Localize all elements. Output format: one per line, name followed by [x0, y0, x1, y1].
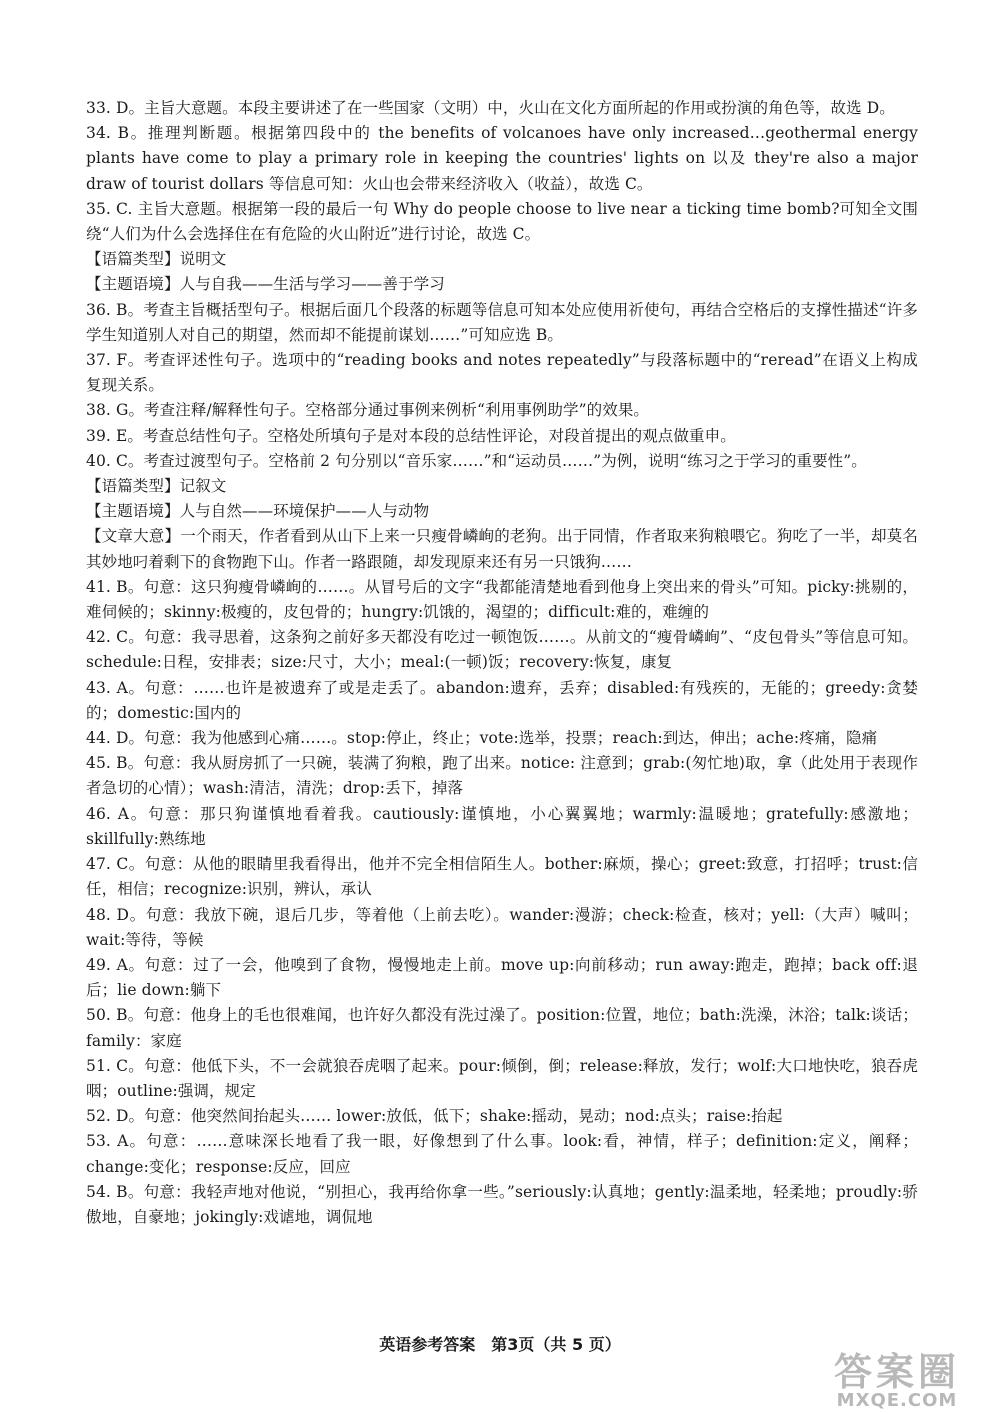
answer-paragraph: 45. B。句意：我从厨房抓了一只碗，装满了狗粮，跑了出来。notice: 注意到；grab:(匆忙地)取，拿（此处用于表现作者急切的心情）；wash:清洁，清洗；drop:丢下，掉落 [86, 754, 918, 798]
answer-paragraph: 35. C. 主旨大意题。根据第一段的最后一句 Why do people choose to live near a ticking time bomb?可知全文围绕“人们为什么会选择住在有危险的火山附近”进行讨论，故选 C。 [86, 199, 918, 244]
answer-paragraph: 36. B。考查主旨概括型句子。根据后面几个段落的标题等信息可知本处应使用祈使句，再结合空格后的支撑性描述“许多学生知道别人对自己的期望，然而却不能提前谋划……”可知应选 B。 [86, 300, 918, 344]
answer-paragraph: 34. B。推理判断题。根据第四段中的 the benefits of volcanoes have only increased…geothermal energy plants have come to play a primary role in keeping the countries' lights on 以及 they're also a major draw of tourist dollars 等信息可知：火山也会带来经济收入（收益），故选 C。 [86, 124, 918, 193]
answer-paragraph: 【文章大意】一个雨天，作者看到从山下上来一只瘦骨嶙峋的老狗。出于同情，作者取来狗粮喂它。狗吃了一半，却莫名其妙地叼着剩下的食物跑下山。作者一路跟随，却发现原来还有另一只饿狗…… [86, 527, 918, 571]
answer-paragraph: 【主题语境】人与自我——生活与学习——善于学习 [86, 275, 445, 294]
watermark-logo [822, 1350, 972, 1411]
answer-paragraph: 43. A。句意：……也许是被遗弃了或是走丢了。abandon:遗弃，丢弃；disabled:有残疾的，无能的；greedy:贪婪的；domestic:国内的 [86, 678, 918, 722]
answer-paragraph: 46. A。句意：那只狗谨慎地看着我。cautiously:谨慎地，小心翼翼地；warmly:温暖地；gratefully:感激地；skillfully:熟练地 [86, 804, 918, 848]
answer-paragraph: 33. D。主旨大意题。本段主要讲述了在一些国家（文明）中，火山在文化方面所起的作用或扮演的角色等，故选 D。 [86, 99, 895, 117]
page-footer: 英语参考答案 第3页（共 5 页） [379, 1335, 621, 1354]
answer-paragraph: 50. B。句意：他身上的毛也很难闻，也许好久都没有洗过澡了。position:位置，地位；bath:洗澡，沐浴；talk:谈话；family：家庭 [86, 1006, 918, 1050]
answer-paragraph: 47. C。句意：从他的眼睛里我看得出，他并不完全相信陌生人。bother:麻烦，操心；greet:致意，打招呼；trust:信任，相信；recognize:识别，辨认，承认 [86, 855, 918, 899]
answer-paragraph: 39. E。考查总结性句子。空格处所填句子是对本段的总结性评论，对段首提出的观点做重申。 [86, 426, 736, 445]
answer-paragraph: 40. C。考查过渡型句子。空格前 2 句分别以“音乐家……”和“运动员……”为例，说明“练习之于学习的重要性”。 [86, 451, 867, 470]
answer-paragraph: 42. C。句意：我寻思着，这条狗之前好多天都没有吃过一顿饱饭……。从前文的“瘦骨嶙峋”、“皮包骨头”等信息可知。schedule:日程，安排表；size:尺寸，大小；meal:(一顿)饭；recovery:恢复，康复 [86, 628, 918, 672]
answer-paragraph: 52. D。句意：他突然间抬起头…… lower:放低，低下；shake:摇动，晃动；nod:点头；raise:抬起 [86, 1107, 783, 1126]
watermark-logo-url: MXQE.COM [836, 1390, 958, 1411]
answer-paragraph: 38. G。考查注释/解释性句子。空格部分通过事例来例析“利用事例助学”的效果。 [86, 401, 650, 420]
answer-paragraph: 【主题语境】人与自然——环境保护——人与动物 [86, 502, 430, 521]
answer-paragraph: 48. D。句意：我放下碗，退后几步，等着他（上前去吃）。wander:漫游；check:检查，核对；yell:（大声）喊叫；wait:等待，等候 [86, 905, 918, 949]
watermark-logo-main: 答案圈 [833, 1350, 960, 1394]
answer-paragraph: 41. B。句意：这只狗瘦骨嶙峋的……。从冒号后的文字“我都能清楚地看到他身上突出来的骨头”可知。picky:挑剔的，难伺候的；skinny:极瘦的，皮包骨的；hungry:饥饿的，渴望的；difficult:难的，难缠的 [86, 577, 918, 622]
answer-paragraph: 49. A。句意：过了一会，他嗅到了食物，慢慢地走上前。move up:向前移动；run away:跑走，跑掉；back off:退后；lie down:躺下 [86, 955, 918, 1000]
answer-content [86, 96, 918, 1230]
answer-paragraph: 53. A。句意：……意味深长地看了我一眼，好像想到了什么事。look:看，神情，样子；definition:定义，阐释；change:变化；response:反应，回应 [86, 1132, 918, 1176]
answer-paragraph: 【语篇类型】记叙文 [86, 477, 227, 496]
answer-paragraph: 44. D。句意：我为他感到心痛……。stop:停止，终止；vote:选举，投票；reach:到达，伸出；ache:疼痛，隐痛 [86, 729, 878, 748]
answer-paragraph: 【语篇类型】说明文 [86, 250, 227, 269]
answer-paragraph: 54. B。句意：我轻声地对他说，“别担心，我再给你拿一些。”seriously:认真地；gently:温柔地，轻柔地；proudly:骄傲地，自豪地；jokingly:戏谑地，调侃地 [86, 1182, 918, 1226]
answer-paragraph: 37. F。考查评述性句子。选项中的“reading books and notes repeatedly”与段落标题中的“reread”在语义上构成复现关系。 [86, 351, 918, 395]
answer-paragraph: 51. C。句意：他低下头，不一会就狼吞虎咽了起来。pour:倾倒，倒；release:释放，发行；wolf:大口地快吃，狼吞虎咽；outline:强调，规定 [86, 1056, 918, 1100]
